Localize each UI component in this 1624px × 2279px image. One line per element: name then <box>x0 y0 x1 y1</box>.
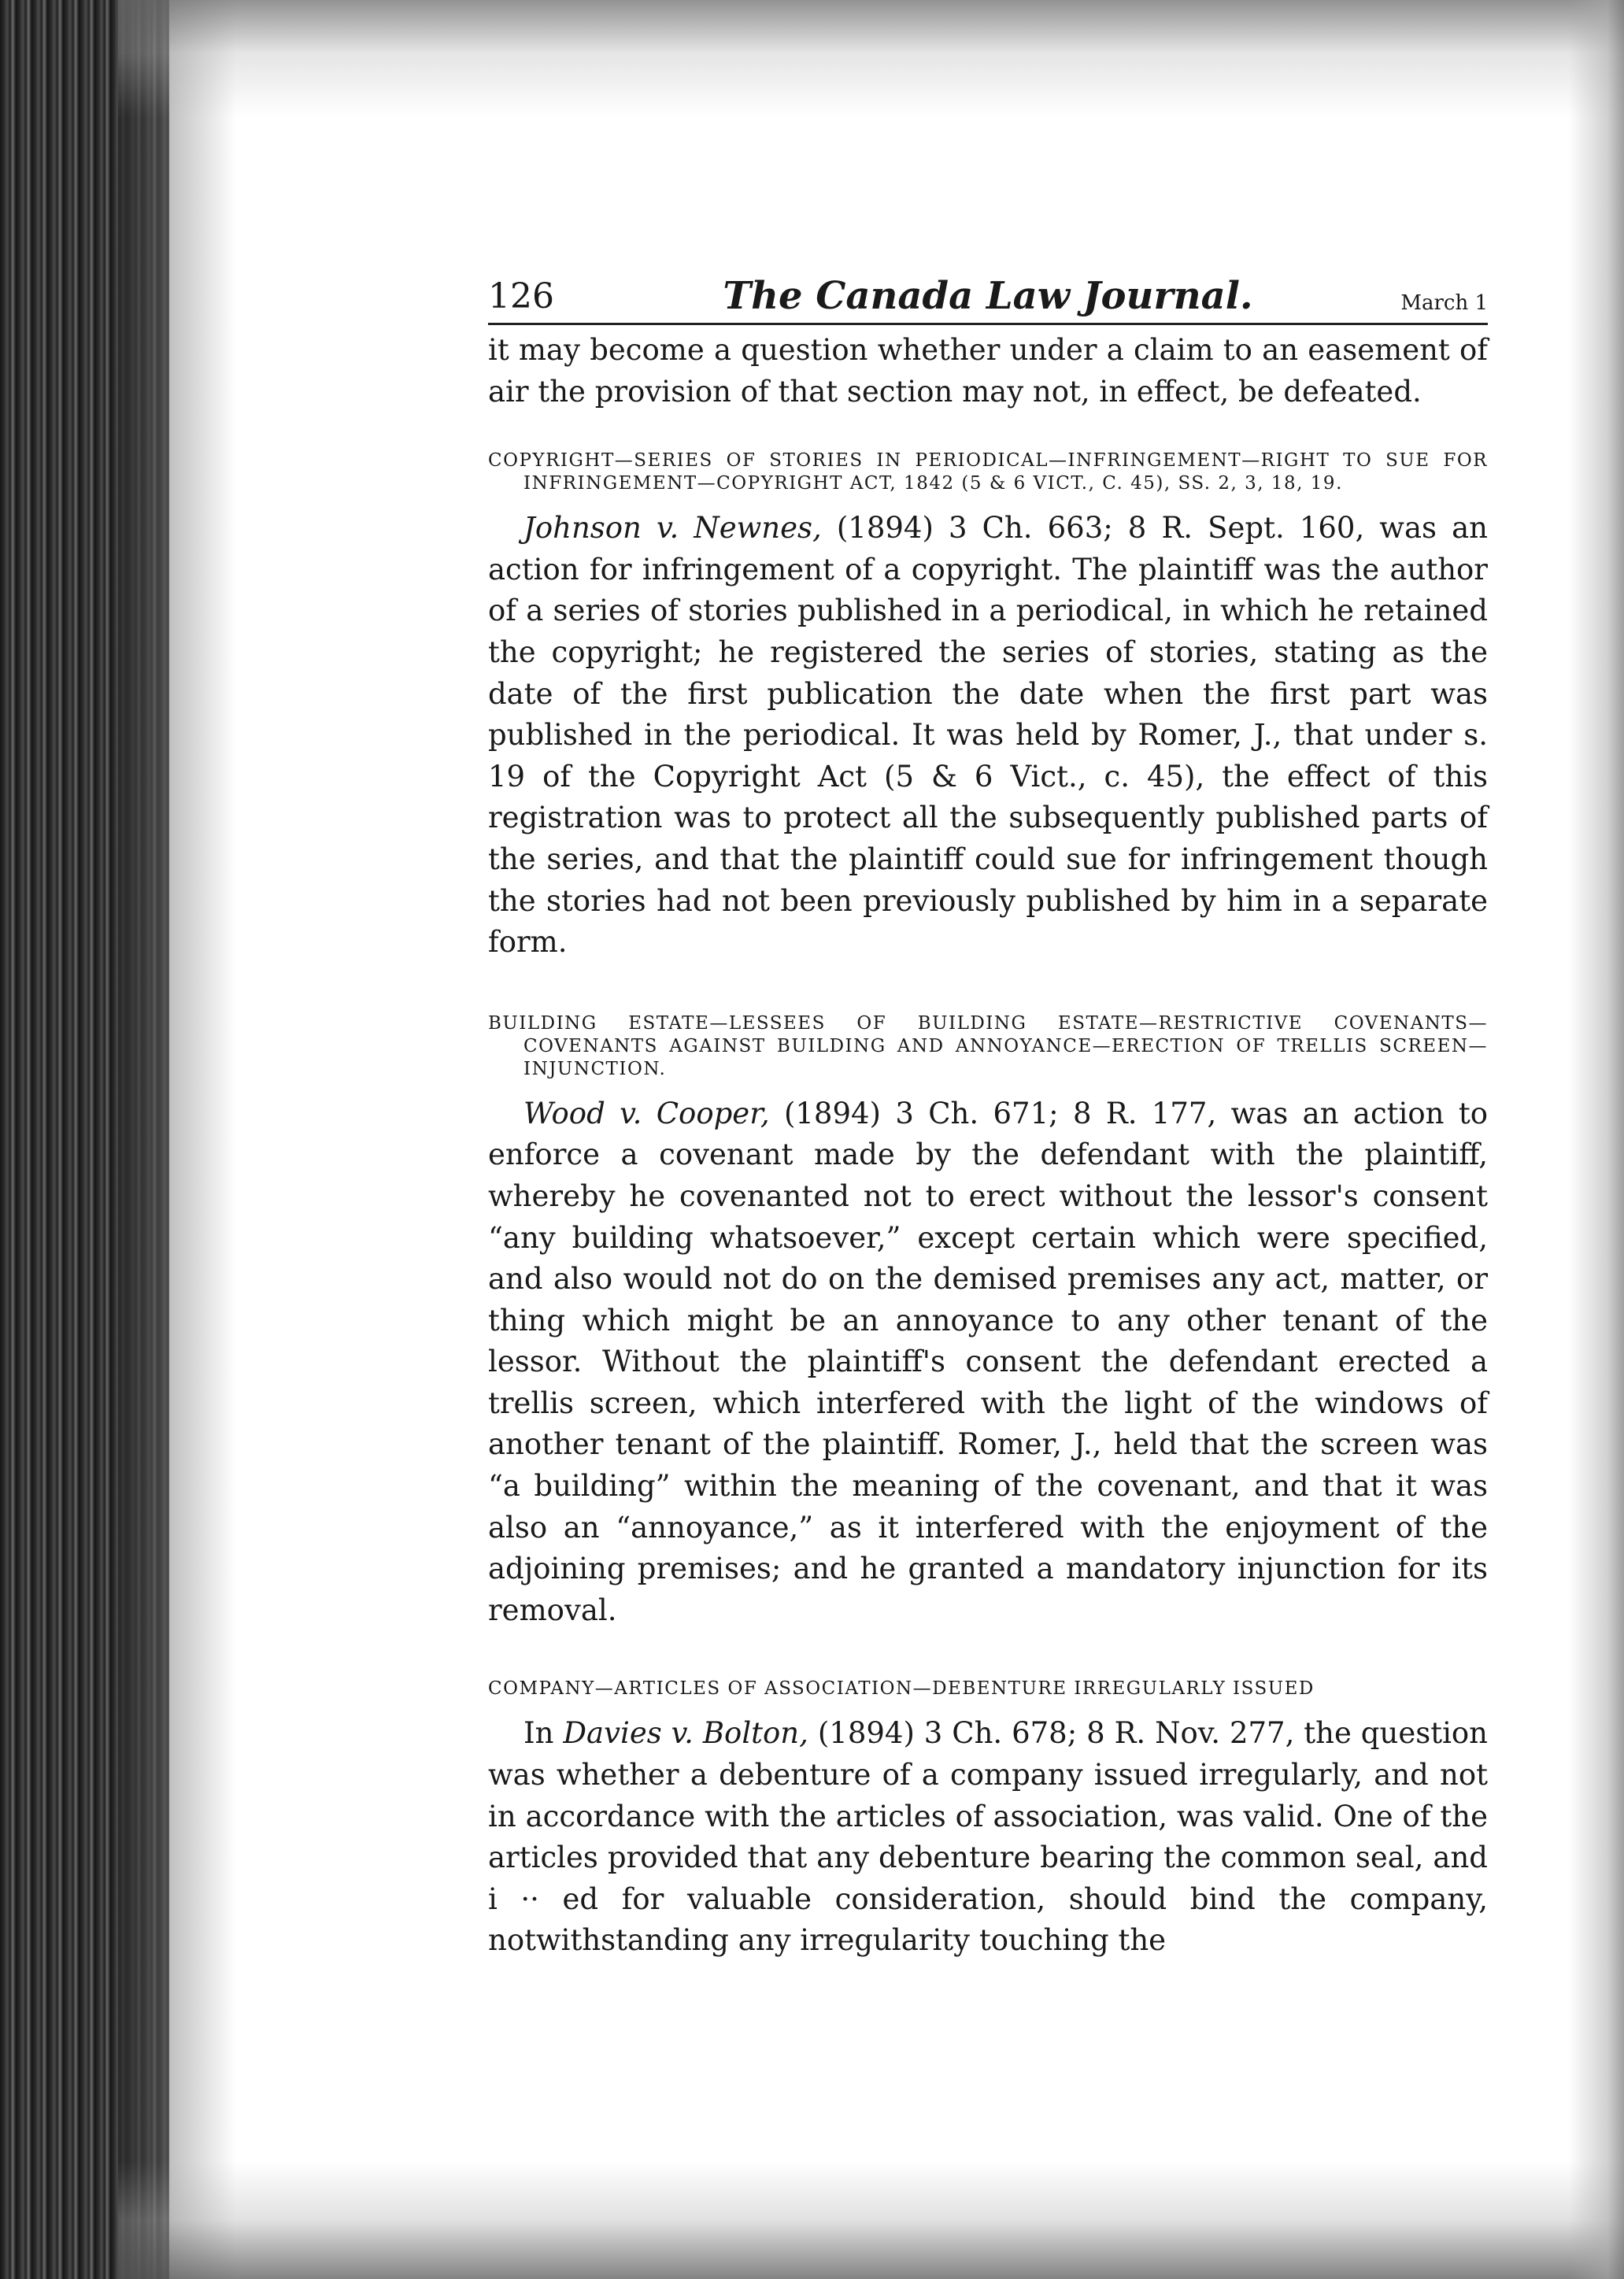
section-heading-building-estate: BUILDING ESTATE—LESSEES OF BUILDING ESTATE—RESTRICTIVE COVENANTS—COVENANTS AGAINST BUILDING AND ANNOYANCE—ERECTION OF TRELLIS SCREEN—INJUNCTION. <box>488 1012 1488 1079</box>
journal-page <box>488 268 1488 1962</box>
case-text: (1894) 3 Ch. 671; 8 R. 177, was an action to enforce a covenant made by the defendant with the plaintiff, whereby he covenanted not to erect without the lessor's consent “any building whatsoever,” except certain which were specified, and also would not do on the demised premises any act, matter, or thing which might be an annoyance to any other tenant of the lessor. Without the plaintiff's consent the defendant erected a trellis screen, which interfered with the light of the windows of another tenant of the plaintiff. Romer, J., held that the screen was “a building” within the meaning of the covenant, and that it was also an “annoyance,” as it interfered with the enjoyment of the adjoining premises; and he granted a mandatory injunction for its removal. <box>488 1096 1488 1627</box>
section-heading-company: COMPANY—ARTICLES OF ASSOCIATION—DEBENTURE IRREGULARLY ISSUED <box>488 1678 1315 1700</box>
binding-fade <box>118 0 236 2279</box>
case-paragraph-wood <box>488 1093 1488 1632</box>
scan-bottom-edge <box>118 2161 1624 2279</box>
case-name: Davies v. Bolton, <box>563 1716 808 1751</box>
case-paragraph-johnson <box>488 508 1488 964</box>
continued-paragraph: it may become a question whether under a claim to an easement of air the provision of that section may not, in effect, be defeated. <box>488 333 1488 409</box>
case-text: (1894) 3 Ch. 678; 8 R. Nov. 277, the question was whether a debenture of a company issued irregularly, and not in accordance with the articles of association, was valid. One of the articles provided that any debenture bearing the common seal, and i ·· ed for valuable consideration, should bind the company, notwithstanding any irregularity touching the <box>488 1716 1489 1958</box>
journal-title: The Canada Law Journal. <box>723 274 1253 318</box>
page-number: 126 <box>488 276 554 316</box>
lead-in: In <box>523 1716 554 1751</box>
case-name: Wood v. Cooper, <box>523 1096 770 1130</box>
running-head <box>488 268 1488 325</box>
case-paragraph-davies <box>488 1713 1488 1962</box>
issue-date: March 1 <box>1400 291 1488 315</box>
scan-right-edge <box>1569 0 1624 2279</box>
case-name: Johnson v. Newnes, <box>523 511 822 546</box>
case-text: (1894) 3 Ch. 663; 8 R. Sept. 160, was an action for infringement of a copyright. The plaintiff was the author of a series of stories published in a periodical, in which he retained the copyright; he registered the series of stories, stating as the date of the first publication the date when the first part was published in the periodical. It was held by Romer, J., that under s. 19 of the Copyright Act (5 & 6 Vict., c. 45), the effect of this registration was to protect all the subsequently published parts of the series, and that the plaintiff could sue for infringement though the stories had not been previously published by him in a separate form. <box>488 511 1489 960</box>
section-heading-copyright: COPYRIGHT—SERIES OF STORIES IN PERIODICAL—INFRINGEMENT—RIGHT TO SUE FOR INFRINGEMENT—COPYRIGHT ACT, 1842 (5 & 6 VICT., C. 45), SS. 2, 3, 18, 19. <box>488 450 1488 494</box>
scan-top-edge <box>118 0 1624 118</box>
